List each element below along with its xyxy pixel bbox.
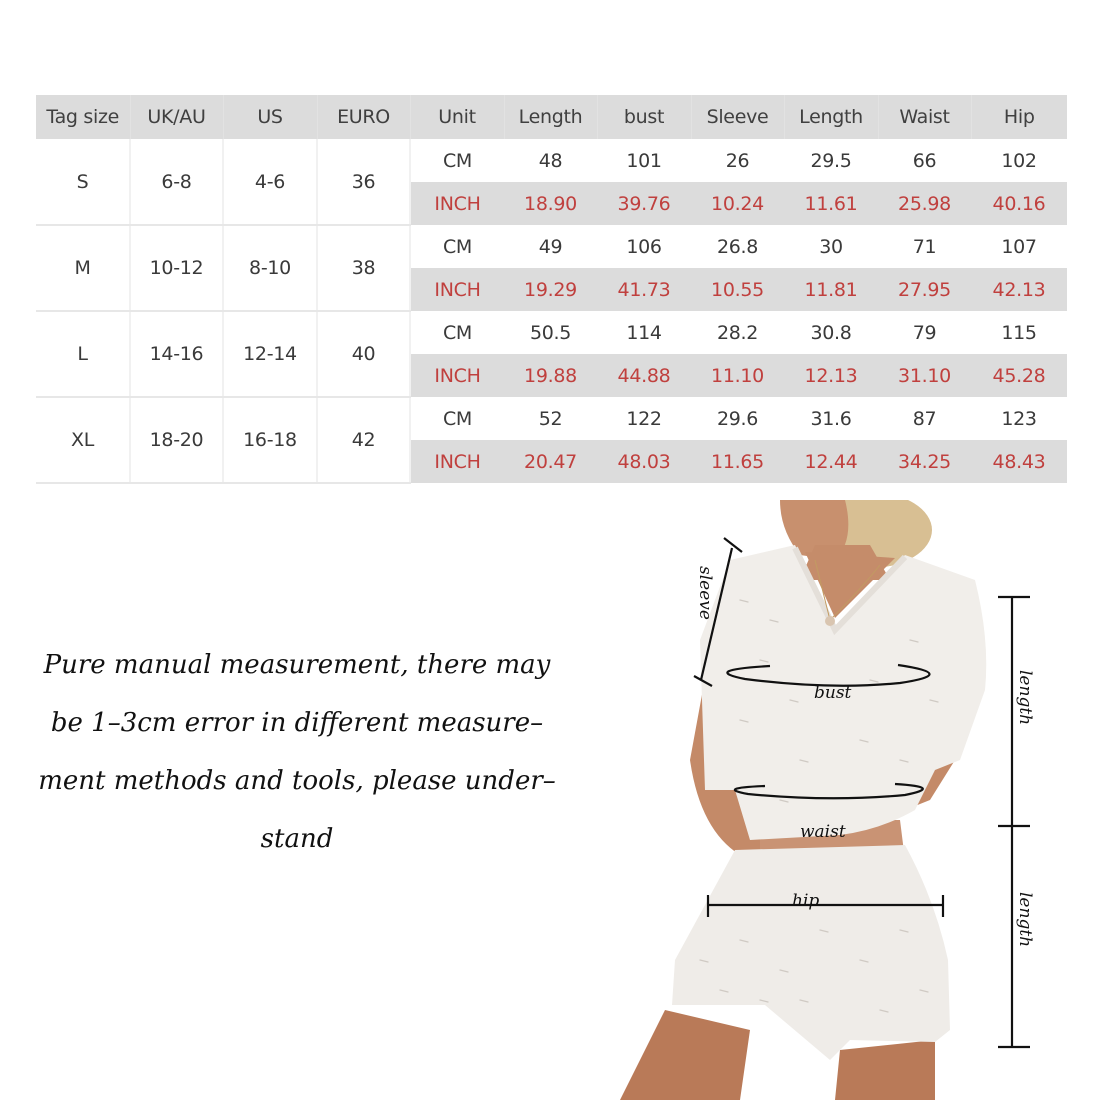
uk-au-cell: 18-20: [130, 397, 223, 483]
value-cell: 52: [504, 397, 597, 440]
unit-cell: INCH: [410, 268, 504, 311]
unit-cell: CM: [410, 139, 504, 182]
value-cell: 114: [597, 311, 691, 354]
value-cell: 11.61: [784, 182, 878, 225]
value-cell: 30.8: [784, 311, 878, 354]
value-cell: 45.28: [971, 354, 1067, 397]
col-us: US: [223, 95, 317, 139]
value-cell: 19.29: [504, 268, 597, 311]
euro-cell: 42: [317, 397, 410, 483]
disclaimer-line: Pure manual measurement, there may: [43, 650, 551, 680]
value-cell: 18.90: [504, 182, 597, 225]
value-cell: 31.10: [878, 354, 971, 397]
col-sleeve: Sleeve: [691, 95, 784, 139]
value-cell: 50.5: [504, 311, 597, 354]
value-cell: 26.8: [691, 225, 784, 268]
table-row-l-cm: [36, 311, 1067, 354]
col-uk-au: UK/AU: [130, 95, 223, 139]
measurement-diagram-photo: [620, 500, 1060, 1100]
uk-au-cell: 14-16: [130, 311, 223, 397]
uk-au-cell: 10-12: [130, 225, 223, 311]
col-bust: bust: [597, 95, 691, 139]
col-hip: Hip: [971, 95, 1067, 139]
col-top-length: Length: [504, 95, 597, 139]
tag-size-cell: S: [36, 139, 130, 225]
value-cell: 10.55: [691, 268, 784, 311]
unit-cell: INCH: [410, 182, 504, 225]
disclaimer-line: ment methods and tools, please under–: [38, 766, 556, 796]
waist-label: waist: [800, 822, 846, 842]
table-row-m-cm: [36, 225, 1067, 268]
value-cell: 48: [504, 139, 597, 182]
unit-cell: CM: [410, 311, 504, 354]
value-cell: 12.44: [784, 440, 878, 483]
value-cell: 11.81: [784, 268, 878, 311]
value-cell: 31.6: [784, 397, 878, 440]
us-cell: 12-14: [223, 311, 317, 397]
model-figure: [620, 500, 986, 1100]
size-chart-table: [36, 95, 1067, 484]
value-cell: 41.73: [597, 268, 691, 311]
disclaimer-line: stand: [260, 824, 334, 854]
value-cell: 39.76: [597, 182, 691, 225]
value-cell: 29.6: [691, 397, 784, 440]
value-cell: 12.13: [784, 354, 878, 397]
header-row: [36, 95, 1067, 139]
value-cell: 115: [971, 311, 1067, 354]
value-cell: 20.47: [504, 440, 597, 483]
value-cell: 87: [878, 397, 971, 440]
shorts-length-label: length: [1015, 892, 1035, 948]
hip-label: hip: [792, 891, 820, 911]
tag-size-cell: L: [36, 311, 130, 397]
value-cell: 71: [878, 225, 971, 268]
measurement-disclaimer: [22, 636, 572, 868]
us-cell: 4-6: [223, 139, 317, 225]
value-cell: 102: [971, 139, 1067, 182]
col-tag-size: Tag size: [36, 95, 130, 139]
sleeve-label: sleeve: [695, 566, 715, 620]
col-waist: Waist: [878, 95, 971, 139]
tag-size-cell: M: [36, 225, 130, 311]
value-cell: 79: [878, 311, 971, 354]
unit-cell: CM: [410, 397, 504, 440]
table-row-xl-cm: [36, 397, 1067, 440]
value-cell: 122: [597, 397, 691, 440]
value-cell: 107: [971, 225, 1067, 268]
value-cell: 101: [597, 139, 691, 182]
value-cell: 10.24: [691, 182, 784, 225]
value-cell: 11.10: [691, 354, 784, 397]
tag-size-cell: XL: [36, 397, 130, 483]
top-length-label: length: [1015, 670, 1035, 726]
unit-cell: INCH: [410, 354, 504, 397]
value-cell: 28.2: [691, 311, 784, 354]
value-cell: 49: [504, 225, 597, 268]
value-cell: 26: [691, 139, 784, 182]
value-cell: 27.95: [878, 268, 971, 311]
col-unit: Unit: [410, 95, 504, 139]
unit-cell: INCH: [410, 440, 504, 483]
us-cell: 16-18: [223, 397, 317, 483]
value-cell: 106: [597, 225, 691, 268]
table-row-s-cm: [36, 139, 1067, 182]
us-cell: 8-10: [223, 225, 317, 311]
euro-cell: 38: [317, 225, 410, 311]
value-cell: 19.88: [504, 354, 597, 397]
uk-au-cell: 6-8: [130, 139, 223, 225]
euro-cell: 40: [317, 311, 410, 397]
value-cell: 30: [784, 225, 878, 268]
value-cell: 48.03: [597, 440, 691, 483]
value-cell: 34.25: [878, 440, 971, 483]
unit-cell: CM: [410, 225, 504, 268]
col-euro: EURO: [317, 95, 410, 139]
value-cell: 123: [971, 397, 1067, 440]
value-cell: 29.5: [784, 139, 878, 182]
value-cell: 44.88: [597, 354, 691, 397]
bust-label: bust: [814, 683, 852, 703]
value-cell: 48.43: [971, 440, 1067, 483]
disclaimer-line: be 1–3cm error in different measure–: [50, 708, 544, 738]
value-cell: 40.16: [971, 182, 1067, 225]
euro-cell: 36: [317, 139, 410, 225]
col-shorts-length: Length: [784, 95, 878, 139]
value-cell: 25.98: [878, 182, 971, 225]
value-cell: 66: [878, 139, 971, 182]
value-cell: 42.13: [971, 268, 1067, 311]
value-cell: 11.65: [691, 440, 784, 483]
